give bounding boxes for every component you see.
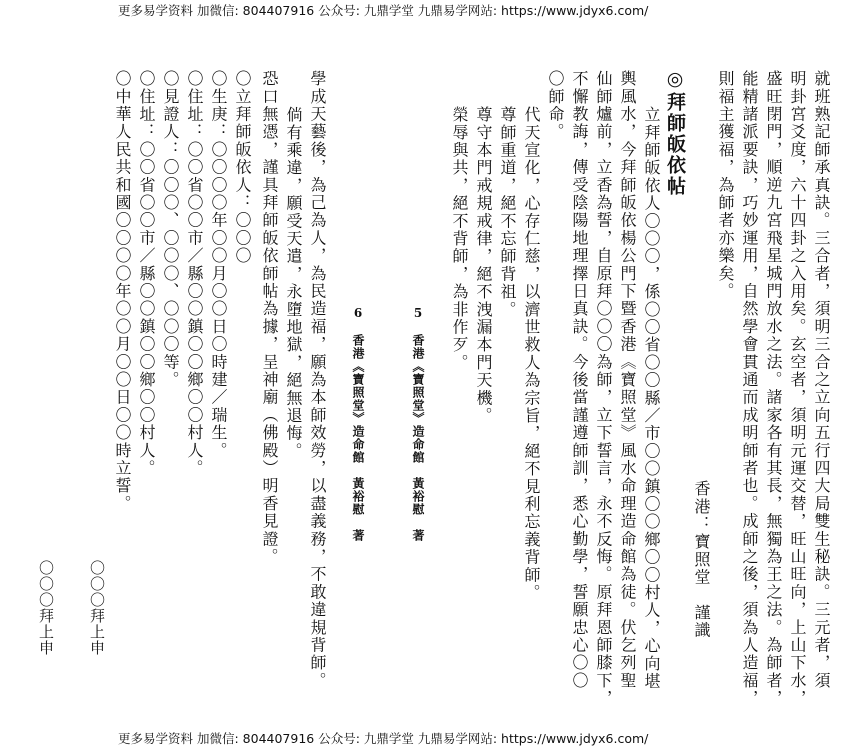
body-column: 代天宣化，心存仁慈，以濟世救人為宗旨，絕不見利忘義背師。: [522, 106, 541, 602]
body-column: 〇師命。: [546, 70, 565, 141]
body-column: 尊師重道，絕不忘師背祖。: [498, 106, 517, 319]
intro-column: 盛旺閉門，順逆九宮飛星城門放水之法。諸家各有其長，無獨為王之法。為師者，: [764, 70, 783, 708]
body-column: 輿風水，今拜師皈依楊公門下暨香港《寶照堂》風水命理造命館為徒。伏乞列聖: [618, 70, 637, 690]
intro-column: 則福主獲福，為師者亦樂矣。: [716, 70, 735, 301]
form-field: 〇見證人：〇〇〇、〇〇〇、〇〇〇等。: [161, 70, 180, 389]
intro-column: 明卦宮爻度，六十四卦之入用矣。玄空者，須明元運交替，旺山旺向，上山下水，: [788, 70, 807, 708]
footer-banner: [0, 728, 854, 750]
body-column: 榮辱與共，絕不背師，為非作歹。: [450, 106, 469, 372]
signoff: 〇〇〇拜上申: [37, 560, 55, 656]
footnote: 5 香港《寶照堂》造命館 黃裕慰 著: [411, 306, 425, 542]
signoff: 〇〇〇拜上申: [88, 560, 106, 656]
body-column: 立拜師皈依人〇〇〇，係〇〇省〇〇縣／市〇〇鎮〇〇鄉〇〇村人，心向堪: [642, 106, 661, 691]
footnote: 6 香港《寶照堂》造命館 黃裕慰 著: [351, 306, 365, 542]
form-field: 〇生庚：〇〇〇〇年〇〇月〇〇日〇時建／瑞生。: [209, 70, 228, 460]
form-field: 〇立拜師皈依人：〇〇〇: [233, 70, 252, 265]
body-column: 尊守本門戒規戒律，絕不洩漏本門天機。: [474, 106, 493, 425]
form-field: 〇住址：〇〇省〇〇市／縣〇〇鎮〇〇鄉〇〇村人。: [137, 70, 156, 478]
signature: 香港：寶照堂 謹識: [692, 480, 711, 640]
oath-column: 學成天藝後，為己為人，為民造福，願為本師效勞，以盡義務，不敢違規背師。: [308, 70, 327, 690]
form-field: 〇中華人民共和國〇〇〇〇年〇〇月〇〇日〇〇時立誓。: [113, 70, 132, 513]
oath-column: 恐口無憑，謹具拜師皈依師帖為據，呈神廟（佛殿）明香見證。: [260, 70, 279, 566]
header-banner-text: 更多易学资料 加微信: 804407916 公众号: 九鼎学堂 九鼎易学网站: https://www.jdyx6.com/: [118, 3, 649, 18]
section-title: ◎拜師皈依帖: [664, 68, 686, 197]
footer-banner-text: 更多易学资料 加微信: 804407916 公众号: 九鼎学堂 九鼎易学网站: https://www.jdyx6.com/: [118, 731, 649, 746]
body-column: 不懈教誨，傳受陰陽地理擇日真訣。今後當謹遵師訓，悉心勤學，誓願忠心〇〇: [570, 70, 589, 690]
header-banner: [0, 0, 854, 22]
intro-column: 就班熟記師承真訣。三合者，須明三合之立向五行四大局雙生秘訣。三元者，須: [812, 70, 831, 690]
body-column: 仙師爐前，立香為誓，自原拜〇〇〇為師，立下誓言，永不反悔。原拜恩師膝下，: [594, 70, 613, 708]
oath-column: 倘有乘違，願受天遣，永墮地獄，絕無退悔。: [284, 106, 303, 460]
form-field: 〇住址：〇〇省〇〇市／縣〇〇鎮〇〇鄉〇〇村人。: [185, 70, 204, 478]
intro-column: 能精諸派要訣，巧妙運用，自然學會貫通而成明師者也。成師之後，須為人造福，: [740, 70, 759, 708]
